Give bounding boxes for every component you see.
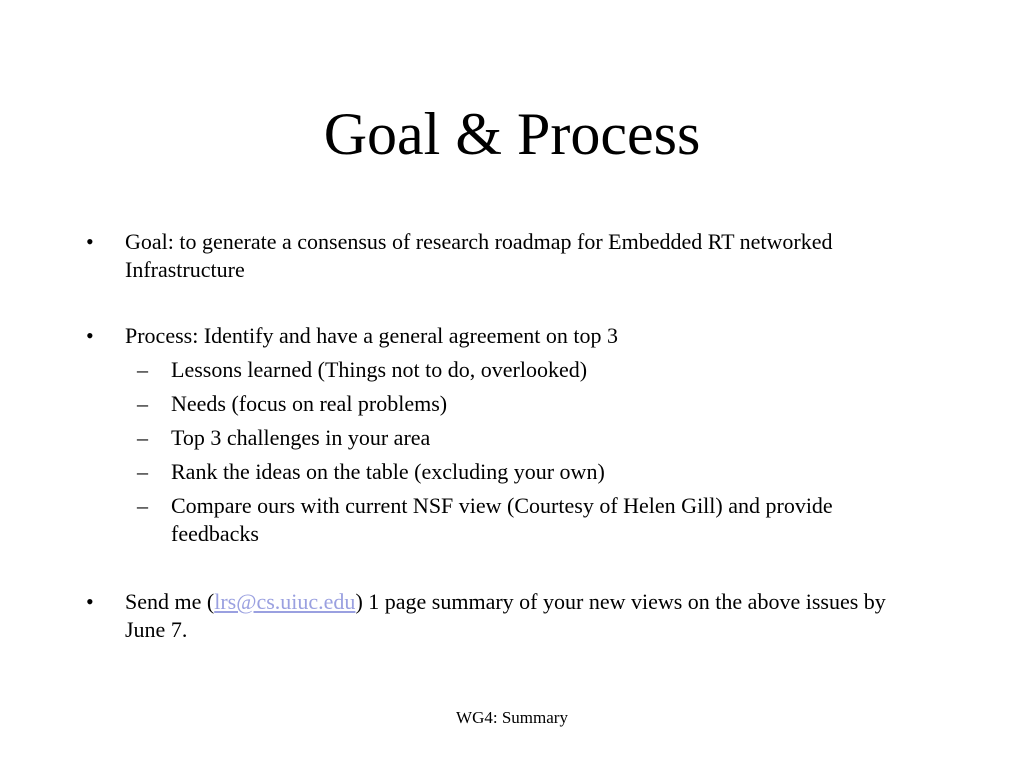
sub-item-text: Top 3 challenges in your area xyxy=(171,425,431,450)
sub-item-text: Compare ours with current NSF view (Courtesy of Helen Gill) and provide feedbacks xyxy=(171,493,833,546)
bullet-goal-text: Goal: to generate a consensus of research roadmap for Embedded RT networked Infrastructure xyxy=(125,229,833,282)
bullet-marker: • xyxy=(86,229,94,254)
sub-item-text: Rank the ideas on the table (excluding your own) xyxy=(171,459,605,484)
bullet-marker: • xyxy=(86,589,94,614)
bullet-send-text xyxy=(125,588,925,644)
send-suffix: ) 1 page summary of your new views on the above issues by June 7. xyxy=(125,589,886,642)
send-prefix: Send me ( xyxy=(125,589,215,614)
slide-footer: WG4: Summary xyxy=(456,708,568,727)
sub-item-text: Needs (focus on real problems) xyxy=(171,391,448,416)
email-link[interactable]: lrs@cs.uiuc.edu xyxy=(214,589,356,614)
sub-marker: – xyxy=(137,357,148,382)
sub-item-text: Lessons learned (Things not to do, overlooked) xyxy=(171,357,588,382)
sub-marker: – xyxy=(137,459,148,484)
sub-marker: – xyxy=(137,425,148,450)
slide-title: Goal & Process xyxy=(323,101,701,167)
sub-marker: – xyxy=(137,391,148,416)
bullet-process-text: Process: Identify and have a general agreement on top 3 xyxy=(125,323,618,348)
bullet-marker: • xyxy=(86,323,94,348)
sub-marker: – xyxy=(137,493,148,518)
